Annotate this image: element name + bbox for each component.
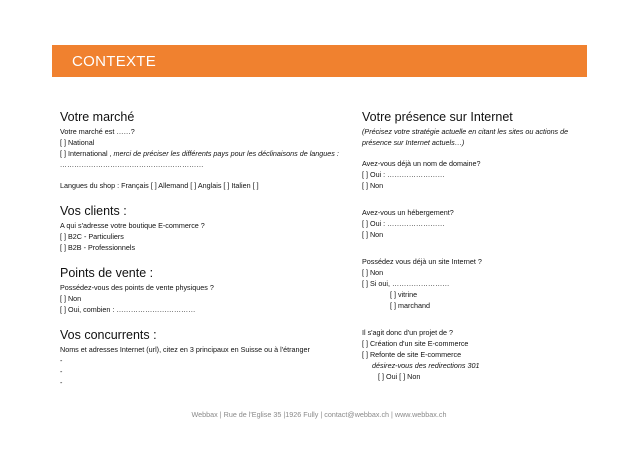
competitors-heading: Vos concurrents :: [60, 328, 157, 342]
market-section: [60, 110, 345, 191]
sales-points-yes: [ ] Oui, combien : ……………………………: [60, 305, 196, 314]
competitors-question: Noms et adresses Internet (url), citez en 3 principaux en Suisse ou à l'étranger: [60, 345, 310, 354]
section-banner: [52, 45, 587, 77]
sales-points-no: [ ] Non: [60, 294, 82, 303]
list-item: -: [60, 356, 63, 365]
international-note: merci de préciser les différents pays pour les déclinaisons de langues : ……………………………………………………: [60, 149, 339, 169]
clients-question: A qui s'adresse votre boutique E-commerce ?: [60, 221, 205, 230]
project-section: [362, 327, 584, 382]
competitors-section: [60, 328, 345, 388]
hosting-no: [ ] Non: [362, 230, 384, 239]
website-no: [ ] Non: [362, 268, 384, 277]
domain-question: Avez-vous déjà un nom de domaine?: [362, 159, 481, 168]
b2c-option: [ ] B2C - Particuliers: [60, 232, 124, 241]
presence-note: (Précisez votre stratégie actuelle en citant les sites ou actions de présence sur Internet actuels…): [362, 127, 569, 147]
project-question: Il s'agit donc d'un projet de ?: [362, 328, 454, 337]
project-creation: [ ] Création d'un site E-commerce: [362, 339, 469, 348]
list-item: -: [60, 378, 63, 387]
clients-section: [60, 204, 345, 253]
hosting-yes: [ ] Oui : ……………………: [362, 219, 445, 228]
project-redesign: [ ] Refonte de site E-commerce: [362, 350, 462, 359]
website-showcase: [ ] vitrine: [390, 290, 418, 299]
left-column: [60, 110, 345, 388]
right-column: [362, 110, 584, 382]
market-question: Votre marché est ……?: [60, 127, 135, 136]
international-label: [ ] International ,: [60, 149, 112, 158]
section-title: CONTEXTE: [72, 53, 157, 70]
national-option: [ ] National: [60, 138, 95, 147]
website-section: [362, 256, 584, 311]
presence-heading: Votre présence sur Internet: [362, 110, 513, 124]
presence-section: [362, 110, 584, 148]
sales-points-heading: Points de vente :: [60, 266, 154, 280]
page-footer: Webbax | Rue de l'Eglise 35 |1926 Fully | contact@webbax.ch | www.webbax.ch: [191, 410, 447, 419]
clients-heading: Vos clients :: [60, 204, 127, 218]
sales-points-question: Possédez-vous des points de vente physiques ?: [60, 283, 214, 292]
shop-languages: Langues du shop : Français [ ] Allemand [ ] Anglais [ ] Italien [ ]: [60, 181, 259, 190]
sales-points-section: [60, 266, 345, 315]
website-merchant: [ ] marchand: [390, 301, 430, 310]
domain-section: [362, 158, 584, 191]
international-option: [60, 148, 345, 170]
domain-yes: [ ] Oui : ……………………: [362, 170, 445, 179]
market-heading: Votre marché: [60, 110, 135, 124]
hosting-section: [362, 207, 584, 240]
redirects-question: désirez-vous des redirections 301: [372, 361, 480, 370]
list-item: -: [60, 367, 63, 376]
website-question: Possédez vous déjà un site Internet ?: [362, 257, 482, 266]
redirects-choice: [ ] Oui [ ] Non: [378, 372, 421, 381]
b2b-option: [ ] B2B - Professionnels: [60, 243, 136, 252]
domain-no: [ ] Non: [362, 181, 384, 190]
website-yes: [ ] Si oui, ……………………: [362, 279, 450, 288]
hosting-question: Avez-vous un hébergement?: [362, 208, 454, 217]
